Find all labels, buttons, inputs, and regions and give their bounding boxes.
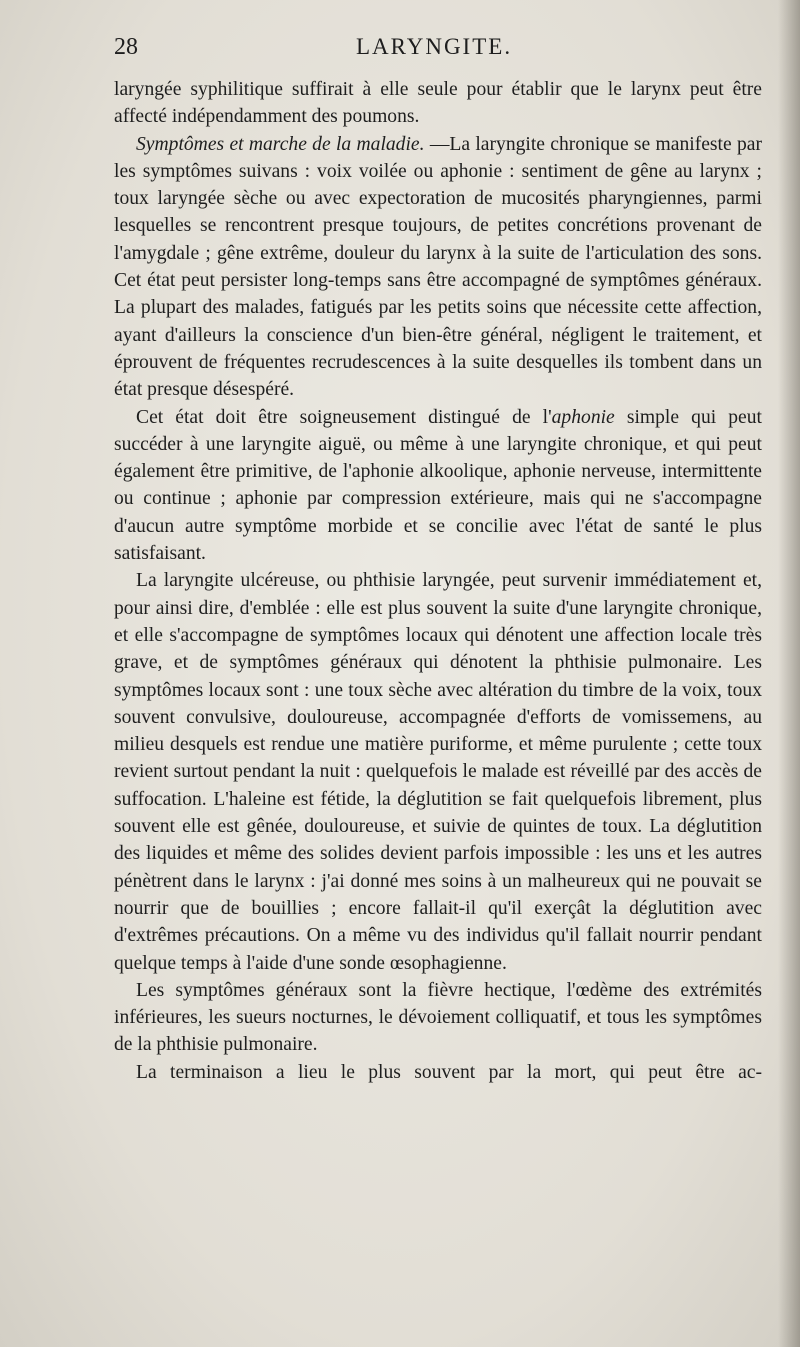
- paragraph-text: Les symptômes généraux sont la fièvre hectique, l'œdème des extrémités inférieures, les sueurs nocturnes, le dévoiement colliquatif, et tous les symptômes de la phthisie pulmonaire.: [114, 979, 762, 1056]
- paragraph-text: La laryngite ulcéreuse, ou phthisie laryngée, peut survenir immédiatement et, pour ainsi dire, d'emblée : elle est plus souvent la suite d'une laryngite chronique, et elle s'accompagne de symptômes locaux qui dénotent une affection locale très grave, et de symptômes généraux qui dénotent la phthisie pulmonaire. Les symptômes locaux sont : une toux sèche avec altération du timbre de la voix, toux souvent convulsive, douloureuse, accompagnée d'efforts de vomissemens, au milieu desquels est rendue une matière puriforme, et même purulente ; cette toux revient surtout pendant la nuit : quelquefois le malade est réveillé par des accès de suffocation. L'haleine est fétide, la déglutition se fait quelquefois librement, plus souvent elle est gênée, douloureuse, et suivie de quintes de toux. La déglutition des liquides et même des solides devient parfois impossible : les uns et les autres pénètrent dans le larynx : j'ai donné mes soins à un malheureux qui ne pouvait se nourrir que de bouillies ; encore fallait-il qu'il exerçât la déglutition avec d'extrêmes précautions. On a même vu des individus qu'il fallait nourrir pendant quelque temps à l'aide d'une sonde œsophagienne.: [114, 570, 762, 974]
- paragraph-ulcerous: [114, 567, 762, 976]
- paragraph-text: simple qui peut succéder à une laryngite aiguë, ou même à une laryngite chronique, et qui peut également être primitive, de l'aphonie alkoolique, aphonie nerveuse, intermittente ou continue ; aphonie par compression extérieure, mais qui ne s'accompagne d'aucun autre symptôme morbide et se concilie avec l'état de santé le plus satisfaisant.: [114, 406, 762, 565]
- paragraph-symptoms: [114, 131, 762, 404]
- paragraph-termination: [114, 1059, 762, 1086]
- paragraph-general-symptoms: [114, 977, 762, 1059]
- paragraph-aphonie: [114, 404, 762, 568]
- paragraph-text: La terminaison a lieu le plus souvent par la mort, qui peut être ac-: [136, 1061, 762, 1083]
- paragraph-text: laryngée syphilitique suffirait à elle seule pour établir que le larynx peut être affecté indépendamment des poumons.: [114, 79, 762, 128]
- emphasized-term: aphonie: [551, 406, 615, 428]
- paragraph-text: Cet état doit être soigneusement distingué de l': [136, 406, 552, 428]
- paragraph-text: —La laryngite chronique se manifeste par les symptômes suivans : voix voilée ou aphonie : sentiment de gêne au larynx ; toux laryngée sèche ou avec expectoration de mucosités pharyngiennes, parmi lesquelles se rencontrent presque toujours, de petites concrétions provenant de l'amygdale ; gêne extrême, douleur du larynx à la suite de l'articulation des sons. Cet état peut persister long-temps sans être accompagné de symptômes généraux. La plupart des malades, fatigués par les petits soins que nécessite cette affection, ayant d'ailleurs la conscience d'un bien-être général, négligent le traitement, et éprouvent de fréquentes recrudescences à la suite desquelles ils tombent dans un état presque désespéré.: [114, 133, 762, 401]
- page-number: 28: [114, 34, 138, 60]
- running-title: LARYNGITE.: [356, 34, 513, 59]
- section-heading: Symptômes et marche de la maladie.: [136, 133, 425, 155]
- paragraph-continuation: [114, 76, 762, 131]
- page-spine-shadow: [778, 0, 800, 1347]
- page-header: [114, 30, 762, 66]
- body-text: [114, 76, 762, 1086]
